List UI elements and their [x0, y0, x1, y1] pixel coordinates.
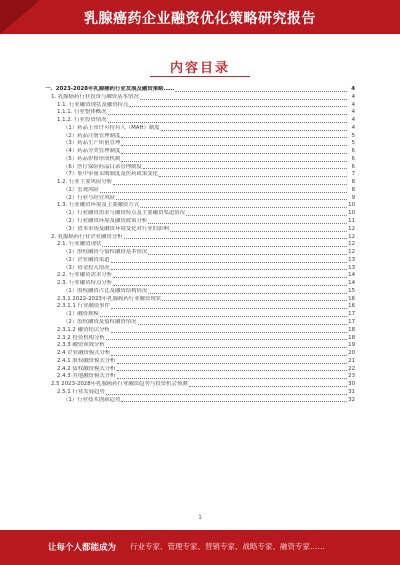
toc-entry-page: 31 [348, 388, 355, 395]
toc-leader-dots [111, 355, 347, 356]
toc-entry-label: 2.4.2 债权融资模式分析 [57, 365, 116, 372]
toc-entry-label: 1.2. 行业主要风险分析 [57, 179, 113, 186]
toc-entry-label: 2.1. 行业融资现状 [57, 241, 102, 248]
toc-entry-page: 4 [351, 101, 355, 108]
toc-entry-page: 5 [351, 140, 355, 147]
footer-slogan: 让每个人都能成为 [48, 543, 117, 553]
toc-entry-label: 2.4.1 股权融资模式分析 [57, 357, 116, 364]
toc-entry[interactable] [45, 210, 355, 218]
toc-entry-page: 17 [348, 311, 355, 318]
footer-bar [0, 530, 400, 565]
toc-leader-dots [121, 161, 347, 162]
toc-entry-page: 16 [348, 303, 355, 310]
toc-entry-page: 8 [351, 179, 355, 186]
toc-entry[interactable] [45, 389, 355, 397]
toc-entry[interactable] [45, 327, 355, 335]
toc-entry[interactable] [45, 381, 355, 389]
toc-leader-dots [106, 394, 347, 395]
toc-entry-page: 12 [348, 225, 355, 232]
toc-leader-dots [117, 378, 347, 379]
toc-leader-dots [148, 223, 347, 224]
toc-entry-label: （7）集中带量采购制度及医药政策变化 [63, 171, 159, 178]
toc-entry-label: 1.1. 行业融资现状及融资特点 [57, 101, 129, 108]
toc-leader-dots [117, 370, 347, 371]
toc-entry-label: （1）宏观风险 [63, 186, 99, 193]
toc-leader-dots [148, 293, 347, 294]
toc-entry[interactable] [45, 373, 355, 381]
toc-entry[interactable] [45, 171, 355, 179]
toc-entry[interactable] [45, 397, 355, 405]
toc-entry[interactable] [45, 342, 355, 350]
toc-entry[interactable] [45, 303, 355, 311]
toc-entry[interactable] [45, 86, 355, 94]
toc-entry[interactable] [45, 288, 355, 296]
toc-entry[interactable] [45, 366, 355, 374]
toc-entry-label: （3）资本市场及融资环境变化对行业的影响 [63, 225, 169, 232]
toc-entry-page: 9 [351, 194, 355, 201]
toc-leader-dots [100, 192, 347, 193]
toc-entry[interactable] [45, 102, 355, 110]
toc-leader-dots [116, 199, 347, 200]
toc-leader-dots [113, 277, 347, 278]
toc-entry-label: 2.5 2023-2028年乳腺癌药行业融资趋势与投资机会预测 [51, 381, 188, 388]
toc-entry-page: 13 [348, 264, 355, 271]
toc-leader-dots [140, 99, 347, 100]
toc-leader-dots [108, 114, 348, 115]
toc-entry[interactable] [45, 296, 355, 304]
toc-entry-page: 10 [348, 202, 355, 209]
page-number: 1 [198, 514, 202, 521]
toc-entry[interactable] [45, 140, 355, 148]
toc-entry-page: 12 [348, 249, 355, 256]
toc-title-underline [150, 76, 250, 77]
toc-entry[interactable] [45, 358, 355, 366]
toc-entry[interactable] [45, 226, 355, 234]
toc-entry[interactable] [45, 125, 355, 133]
toc-leader-dots [170, 231, 347, 232]
toc-entry-page: 10 [348, 210, 355, 217]
toc-leader-dots [111, 262, 347, 263]
toc-entry-label: （4）药品分类管理制度 [63, 148, 121, 155]
toc-entry-page: 14 [348, 272, 355, 279]
toc-entry-label: （2）股权融资及债权融资情况 [63, 318, 137, 325]
toc-leader-dots [189, 386, 347, 387]
toc-entry-page: 6 [351, 148, 355, 155]
toc-leader-dots [138, 324, 347, 325]
toc-entry-page: 21 [348, 357, 355, 364]
toc-leader-dots [148, 254, 347, 255]
toc-entry[interactable] [45, 218, 355, 226]
toc-entry[interactable] [45, 234, 355, 242]
toc-entry-page: 23 [348, 373, 355, 380]
toc-entry-label: 1. 乳腺癌药行业投资与融资基本情况 [51, 93, 139, 100]
toc-entry-label: 2.2. 行业融资需求分析 [57, 272, 113, 279]
toc-entry-page: 14 [348, 280, 355, 287]
report-title: 乳腺癌药企业融资优化策略研究报告 [84, 11, 316, 27]
toc-leader-dots [140, 207, 347, 208]
toc-leader-dots [186, 215, 347, 216]
toc-entry-page: 18 [348, 326, 355, 333]
toc-entry[interactable] [45, 117, 355, 125]
toc-leader-dots [121, 145, 347, 146]
toc-entry-label: 2.3. 行业融资特点分析 [57, 280, 113, 287]
toc-entry-page: 6 [351, 163, 355, 170]
toc-entry-label: （1）融资规模 [63, 311, 99, 318]
toc-entry[interactable] [45, 195, 355, 203]
toc-entry-label: 2.5.1 行业发展趋势 [57, 388, 105, 395]
toc-entry[interactable] [45, 202, 355, 210]
toc-leader-dots [102, 246, 347, 247]
toc-entry-label: （2）行业与经营风险 [63, 194, 115, 201]
footer-roles: 行业专家、管理专家、营销专家、战略专家、融资专家…… [130, 542, 325, 551]
toc-leader-dots [143, 168, 347, 169]
toc-title: 内容目录 [169, 61, 230, 76]
toc-entry-label: （1）股权融资占比及融资结构情况 [63, 287, 148, 294]
toc-entry[interactable] [45, 94, 355, 102]
toc-entry-label: （2）行业融资环境及融资政策分析 [63, 218, 148, 225]
toc-entry-label: 2.3.1.1 行业融资事件 [57, 303, 110, 310]
toc-leader-dots [113, 285, 347, 286]
toc-leader-dots [108, 122, 348, 123]
toc-leader-dots [100, 316, 347, 317]
toc-entry[interactable] [45, 133, 355, 141]
toc-entry-page: 12 [348, 233, 355, 240]
toc-leader-dots [111, 308, 347, 309]
toc-leader-dots [111, 269, 347, 270]
toc-leader-dots [106, 339, 347, 340]
toc-entry-page: 8 [351, 186, 355, 193]
toc-entry-page: 7 [351, 171, 355, 178]
toc-entry-label: （2）药品注册管理制度 [63, 132, 121, 139]
toc-entry-label: （1）药品上市许可持有人（MAH）制度 [63, 124, 160, 131]
toc-entry-page: 18 [348, 334, 355, 341]
toc-leader-dots [162, 300, 347, 301]
toc-entry[interactable] [45, 156, 355, 164]
toc-entry-page: 4 [351, 117, 355, 124]
toc-entry-label: （1）行业技术创新趋势 [63, 396, 121, 403]
toc-entry-page: 11 [348, 218, 355, 225]
toc-entry[interactable] [45, 187, 355, 195]
toc-entry-label: （2）企业融资渠道 [63, 256, 110, 263]
toc-entry[interactable] [45, 164, 355, 172]
toc-entry-page: 12 [348, 241, 355, 248]
toc-entry-page: 4 [351, 124, 355, 131]
toc-entry-label: （3）资金投入情况 [63, 264, 110, 271]
toc-entry-label: 1.1.2. 行业投资情况 [57, 117, 107, 124]
toc-entry[interactable] [45, 311, 355, 319]
toc-entry-page: 4 [351, 86, 355, 92]
toc-entry[interactable] [45, 257, 355, 265]
toc-leader-dots [175, 91, 347, 92]
toc-leader-dots [161, 130, 347, 131]
toc-entry[interactable] [45, 350, 355, 358]
toc-leader-dots [124, 238, 347, 239]
toc-entry-label: 2.3.1 2022-2023年乳腺癌药行业融资现状 [57, 295, 162, 302]
toc-entry[interactable] [45, 265, 355, 273]
toc-entry-page: 15 [348, 287, 355, 294]
toc-entry-page: 30 [348, 381, 355, 388]
toc-entry-page: 4 [351, 109, 355, 116]
toc-entry[interactable] [45, 241, 355, 249]
toc-entry[interactable] [45, 148, 355, 156]
toc-entry[interactable] [45, 179, 355, 187]
header-bar [0, 0, 400, 34]
toc-entry[interactable] [45, 109, 355, 117]
toc-leader-dots [129, 106, 347, 107]
toc-entry-page: 22 [348, 365, 355, 372]
toc-entry-page: 4 [351, 93, 355, 100]
toc-entry-label: （6）医疗保险药品目录管理制度 [63, 163, 142, 170]
toc-leader-dots [106, 347, 347, 348]
table-of-contents [45, 86, 355, 404]
toc-entry[interactable] [45, 335, 355, 343]
toc-leader-dots [159, 176, 347, 177]
toc-entry[interactable] [45, 249, 355, 257]
toc-entry-page: 20 [348, 350, 355, 357]
toc-entry-page: 32 [348, 396, 355, 403]
toc-entry-label: 1.3. 行业融资环境及主要融资方式 [57, 202, 140, 209]
toc-entry-label: 2.3.1.2 融资轮次分析 [57, 326, 110, 333]
toc-leader-dots [117, 363, 347, 364]
toc-entry-label: （1）行业融资需求与融资特点及主要融资渠道情况 [63, 210, 186, 217]
toc-entry-page: 19 [348, 342, 355, 349]
toc-entry-label: 1.1.1. 行业整体概况 [57, 109, 107, 116]
toc-entry[interactable] [45, 319, 355, 327]
toc-entry-label: 2. 乳腺癌药行业企业融资分析 [51, 233, 123, 240]
toc-entry-label: 2.3.3 融资领域分析 [57, 342, 105, 349]
toc-entry-page: 6 [351, 155, 355, 162]
toc-entry-page: 16 [348, 295, 355, 302]
toc-entry-label: （5）药品价格形成机制 [63, 155, 121, 162]
toc-entry-label: 2.4 企业融资模式分析 [57, 350, 111, 357]
toc-entry-page: 5 [351, 132, 355, 139]
toc-entry-label: 2.4.3 其他融资模式分析 [57, 373, 116, 380]
toc-leader-dots [113, 184, 347, 185]
toc-entry-page: 17 [348, 318, 355, 325]
toc-leader-dots [121, 153, 347, 154]
toc-leader-dots [121, 137, 347, 138]
toc-entry-label: 2.3.2 投资机构分析 [57, 334, 105, 341]
toc-leader-dots [111, 332, 347, 333]
toc-entry[interactable] [45, 272, 355, 280]
toc-entry-page: 13 [348, 256, 355, 263]
toc-entry-label: 一、2023-2028年乳腺癌药行业发展及融资策略…… [45, 86, 175, 92]
toc-entry-label: （1）股权融资与债权融资基本情况 [63, 249, 148, 256]
toc-leader-dots [121, 401, 347, 402]
toc-entry[interactable] [45, 280, 355, 288]
toc-entry-label: （3）药品生产质量管理 [63, 140, 121, 147]
